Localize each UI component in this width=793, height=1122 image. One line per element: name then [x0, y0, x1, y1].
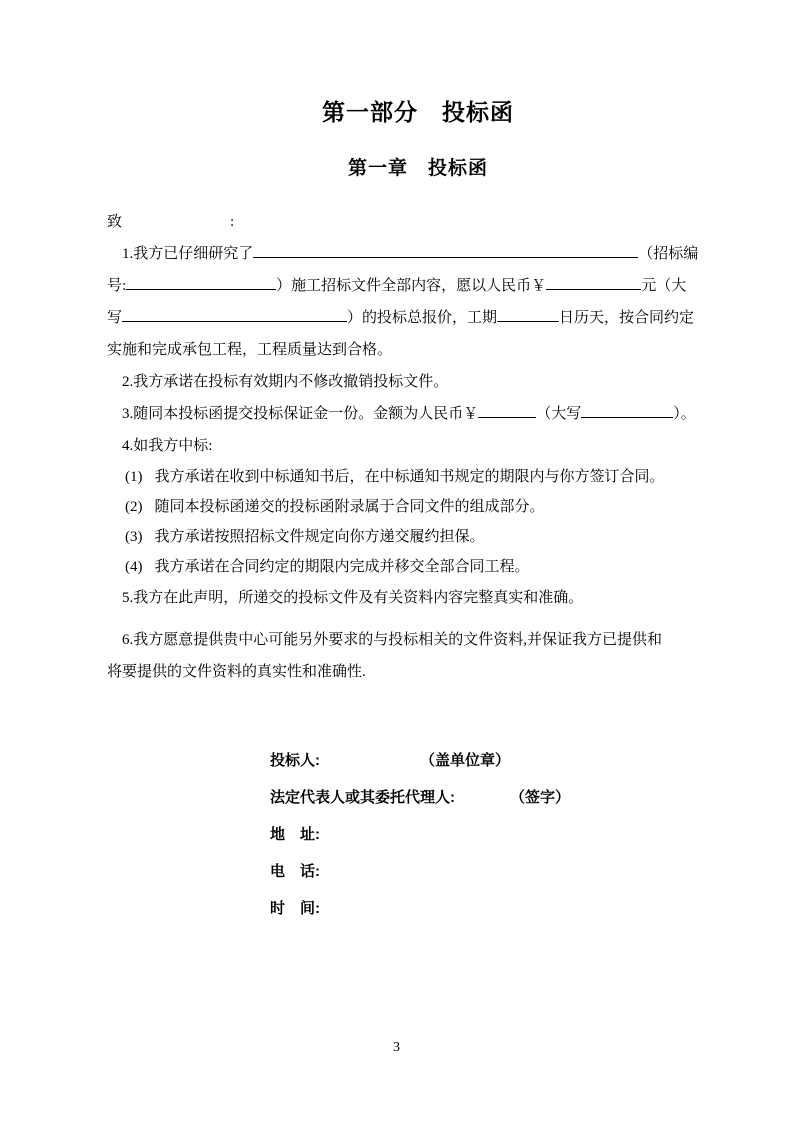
para-1-text: 写: [107, 310, 123, 326]
salutation-recipient-blank: [122, 225, 230, 226]
signature-bidder-line: [270, 742, 729, 779]
list-item-number: (4): [125, 559, 143, 575]
para-5-text: 5.我方在此声明，所递交的投标文件及有关资料内容完整真实和准确。: [122, 590, 584, 606]
list-item-3: [107, 522, 729, 552]
signature-representative-line: [270, 779, 729, 816]
para-3: [107, 398, 729, 430]
para-3-text: ）。: [673, 406, 696, 422]
blank-deposit-figures: [478, 402, 536, 418]
para-1-text: 号:: [107, 278, 127, 294]
para-6-line-2: [107, 656, 729, 688]
para-4: [107, 430, 729, 462]
list-item-text: 我方承诺在收到中标通知书后，在中标通知书规定的期限内与你方签订合同。: [154, 469, 665, 485]
list-item-number: (2): [125, 499, 143, 515]
list-item-1: [107, 462, 729, 492]
para-6-text: 将要提供的文件资料的真实性和准确性.: [107, 664, 366, 680]
signature-time-line: [270, 890, 729, 927]
signature-address-line: [270, 816, 729, 853]
chapter-title: 第一章 投标函: [347, 158, 488, 179]
para-1-text: ）的投标总报价，工期: [347, 310, 498, 326]
para-1-text: 实施和完成承包工程，工程质量达到合格。: [107, 342, 393, 358]
list-item-4: [107, 552, 729, 582]
list-item-number: (1): [125, 469, 143, 485]
phone-label: 电 话:: [270, 863, 320, 880]
para-1-text: 元（大: [641, 278, 687, 294]
blank-project-name: [253, 242, 638, 258]
salutation-colon: :: [230, 214, 235, 230]
address-label: 地 址:: [270, 826, 320, 843]
para-2-text: 2.我方承诺在投标有效期内不修改撤销投标文件。: [122, 374, 449, 390]
para-5: [107, 582, 729, 614]
bidder-label: 投标人:: [270, 752, 320, 769]
para-1-text: ）施工招标文件全部内容，愿以人民币￥: [276, 278, 547, 294]
sign-note: （签字）: [510, 789, 571, 806]
document-body: [107, 206, 729, 927]
signature-block: [270, 742, 729, 927]
para-6-line-1: [107, 624, 729, 656]
part-title: 第一部分 投标函: [322, 100, 514, 125]
para-1-text: 1.我方已仔细研究了: [122, 246, 254, 262]
list-item-text: 我方承诺在合同约定的期限内完成并移交全部合同工程。: [154, 559, 530, 575]
list-item-number: (3): [125, 529, 143, 545]
para-3-text: （大写: [536, 406, 582, 422]
blank-duration-days: [497, 306, 559, 322]
representative-label: 法定代表人或其委托代理人:: [270, 789, 455, 806]
para-1-line-3: [107, 302, 729, 334]
para-1-text: 日历天，按合同约定: [559, 310, 695, 326]
salutation-prefix: 致: [107, 214, 123, 230]
para-1-text: （招标编: [638, 246, 699, 262]
para-1-line-1: [107, 238, 729, 270]
blank-price-figures: [546, 274, 641, 290]
salutation-line: [107, 206, 729, 238]
page-number: 3: [393, 1040, 400, 1055]
signature-phone-line: [270, 853, 729, 890]
blank-deposit-words: [581, 402, 673, 418]
seal-note: （盖单位章）: [420, 752, 511, 769]
blank-tender-number: [126, 274, 276, 290]
list-item-text: 我方承诺按照招标文件规定向你方递交履约担保。: [154, 529, 485, 545]
blank-price-words: [122, 306, 347, 322]
time-label: 时 间:: [270, 900, 320, 917]
list-item-2: [107, 492, 729, 522]
para-2: [107, 366, 729, 398]
para-6-text: 6.我方愿意提供贵中心可能另外要求的与投标相关的文件资料,并保证我方已提供和: [122, 632, 663, 648]
para-4-text: 4.如我方中标:: [122, 438, 213, 454]
list-item-text: 随同本投标函递交的投标函附录属于合同文件的组成部分。: [154, 499, 545, 515]
para-1-line-4: [107, 334, 729, 366]
para-1-line-2: [107, 270, 729, 302]
para-3-text: 3.随同本投标函提交投标保证金一份。金额为人民币￥: [122, 406, 479, 422]
